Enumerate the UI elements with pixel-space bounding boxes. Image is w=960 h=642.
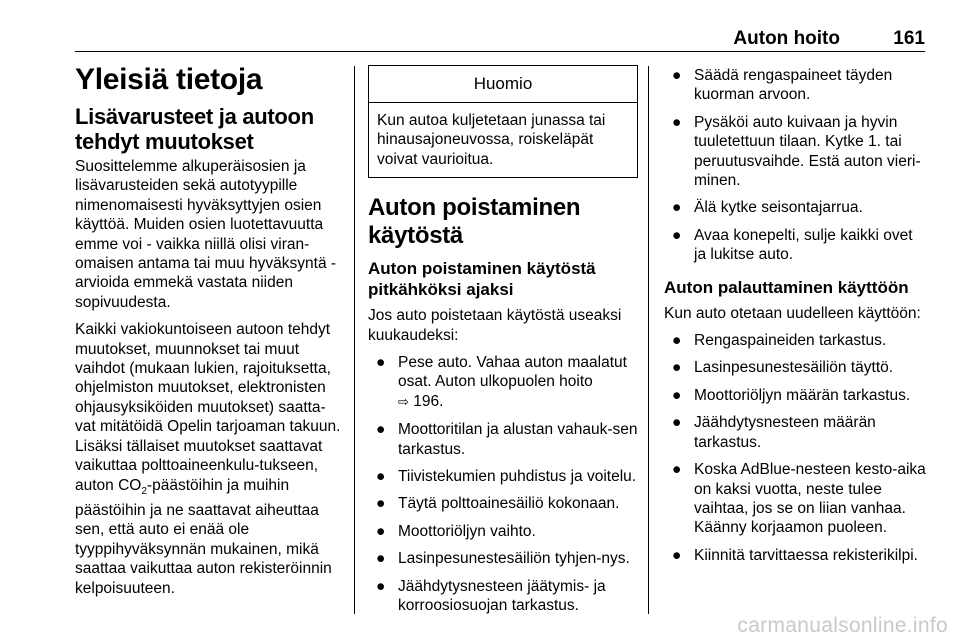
list-item	[664, 386, 926, 405]
subheading-accessories: Lisävarusteet ja autoon tehdyt muutokset	[75, 104, 314, 154]
bullet-icon: ●	[672, 113, 682, 131]
bullet-icon: ●	[672, 199, 682, 217]
watermark-text: carmanualsonline.info	[737, 614, 948, 637]
bullet-icon: ●	[376, 522, 386, 540]
list-item	[368, 467, 638, 486]
bullet-icon: ●	[672, 226, 682, 244]
bullet-icon: ●	[672, 332, 682, 350]
bullet-icon: ●	[376, 550, 386, 568]
list-item	[664, 66, 926, 105]
list-item-text: Moottoritilan ja alustan vahauk-sen tarkastus.	[398, 421, 638, 458]
bullet-icon: ●	[376, 495, 386, 513]
list-item-text: Älä kytke seisontajarrua.	[694, 199, 863, 217]
decommission-list-continued	[664, 66, 926, 265]
main-heading: Yleisiä tietoja	[75, 63, 263, 96]
list-item-text: Kiinnitä tarvittaessa rekisterikilpi.	[694, 546, 918, 564]
column-1	[75, 62, 345, 606]
list-item-text: Jäähdytysnesteen määrän tarkastus.	[694, 414, 876, 451]
list-item-text: Pysäköi auto kuivaan ja hyvin tuuletettuun tilaan. Kytke 1. tai peruutusvaihde. Estä auton vieri-minen.	[694, 113, 921, 190]
list-item	[664, 226, 926, 265]
section-heading-decommission: Auton poistaminen käytöstä	[368, 194, 581, 250]
list-item	[368, 549, 638, 568]
list-item	[664, 460, 926, 538]
list-item	[664, 358, 926, 377]
list-item-text: Säädä rengaspaineet täyden kuorman arvoon.	[694, 67, 893, 104]
paragraph-modifications-post: -päästöihin ja muihin päästöihin ja ne saattavat aiheuttaa sen, että auto ei enää ole tyyppihyväksynnän mukainen, mikä saattaa vaikuttaa auton rekisteröinnin kelpoisuuteen.	[75, 476, 332, 597]
bullet-icon: ●	[376, 468, 386, 486]
column-3	[664, 66, 926, 573]
bullet-icon: ●	[672, 461, 682, 479]
list-item-text: Moottoriöljyn vaihto.	[398, 522, 536, 540]
list-item	[664, 198, 926, 217]
bullet-icon: ●	[376, 421, 386, 439]
intro-recommission: Kun auto otetaan uudelleen käyttöön:	[664, 304, 921, 322]
list-item	[368, 522, 638, 541]
recommission-list	[664, 331, 926, 565]
bullet-icon: ●	[672, 67, 682, 84]
page-number: 161	[893, 28, 925, 49]
notice-box	[368, 65, 638, 178]
list-item-text: Rengaspaineiden tarkastus.	[694, 332, 887, 350]
bullet-icon: ●	[376, 354, 386, 372]
list-item	[368, 353, 638, 412]
co2-subscript: 2	[141, 485, 147, 497]
notice-body: Kun autoa kuljetetaan junassa tai hinausajoneuvossa, roiskeläpät voivat vaurioitua.	[377, 112, 606, 168]
list-item	[368, 577, 638, 616]
list-item-text: Lasinpesunestesäiliön tyhjen-nys.	[398, 550, 630, 568]
list-item-text: Koska AdBlue-nesteen kesto-aika on kaksi vuotta, neste tulee vaihtaa, jos se on liian vanhaa. Käänny korjaamon puoleen.	[694, 461, 926, 537]
list-item	[664, 413, 926, 452]
column-divider-2	[648, 66, 649, 614]
paragraph-original-parts: Suosittelemme alkuperäisosien ja lisävarusteiden sekä autotyypille nimenomaisesti hyväksyttyjen osien käyttöä. Muiden osien luotettavuutta emme voi - vaikka niillä olisi viran-omaisen antama tai muu hyväksyntä - arvioida emmekä vastata niiden sopivuudesta.	[75, 158, 337, 311]
intro-decommission: Jos auto poistetaan käytöstä useaksi kuukaudeksi:	[368, 307, 622, 344]
column-2	[368, 62, 638, 624]
page-header	[75, 27, 925, 52]
subheading-long-term: Auton poistaminen käytöstä pitkähköksi ajaksi	[368, 259, 596, 300]
list-item-text: Avaa konepelti, sulje kaikki ovet ja lukitse auto.	[694, 226, 913, 264]
column-divider-1	[354, 66, 355, 614]
bullet-icon: ●	[672, 386, 682, 404]
list-item-text: Jäähdytysnesteen jäätymis- ja korroosiosuojan tarkastus.	[398, 577, 606, 615]
bullet-icon: ●	[672, 414, 682, 432]
list-item-text: Tiivistekumien puhdistus ja voitelu.	[398, 468, 637, 486]
list-item-text: Lasinpesunestesäiliön täyttö.	[694, 359, 894, 377]
list-item	[664, 546, 926, 565]
list-item	[368, 494, 638, 513]
header-section-title: Auton hoito	[733, 28, 840, 49]
list-item	[664, 331, 926, 350]
paragraph-modifications-pre: Kaikki vakiokuntoiseen autoon tehdyt muutokset, muunnokset tai muut vaihdot (mukaan lukien, rajoituksetta, ohjelmiston muutokset, elektronisten ohjausyksiköiden muutokset) saatta-vat mitätöidä Opelin tarjoaman takuun. Lisäksi tällaiset muutokset saattavat vaikuttaa polttoaineenkulu-tukseen, auton CO	[75, 321, 341, 494]
list-item-text: Täytä polttoainesäiliö kokonaan.	[398, 495, 620, 513]
bullet-icon: ●	[376, 577, 386, 595]
list-item	[368, 420, 638, 459]
page-reference[interactable]: 196.	[413, 392, 444, 410]
bullet-icon: ●	[672, 359, 682, 377]
bullet-icon: ●	[672, 546, 682, 564]
list-item-text: Pese auto. Vahaa auton maalatut osat. Auton ulkopuolen hoito	[398, 354, 627, 391]
notice-title: Huomio	[369, 66, 637, 103]
arrow-reference-icon[interactable]: ⇨	[398, 394, 409, 410]
list-item-text: Moottoriöljyn määrän tarkastus.	[694, 386, 911, 404]
decommission-list	[368, 353, 638, 615]
list-item	[664, 113, 926, 191]
subheading-recommission: Auton palauttaminen käyttöön	[664, 277, 909, 297]
paragraph-modifications	[75, 320, 345, 598]
